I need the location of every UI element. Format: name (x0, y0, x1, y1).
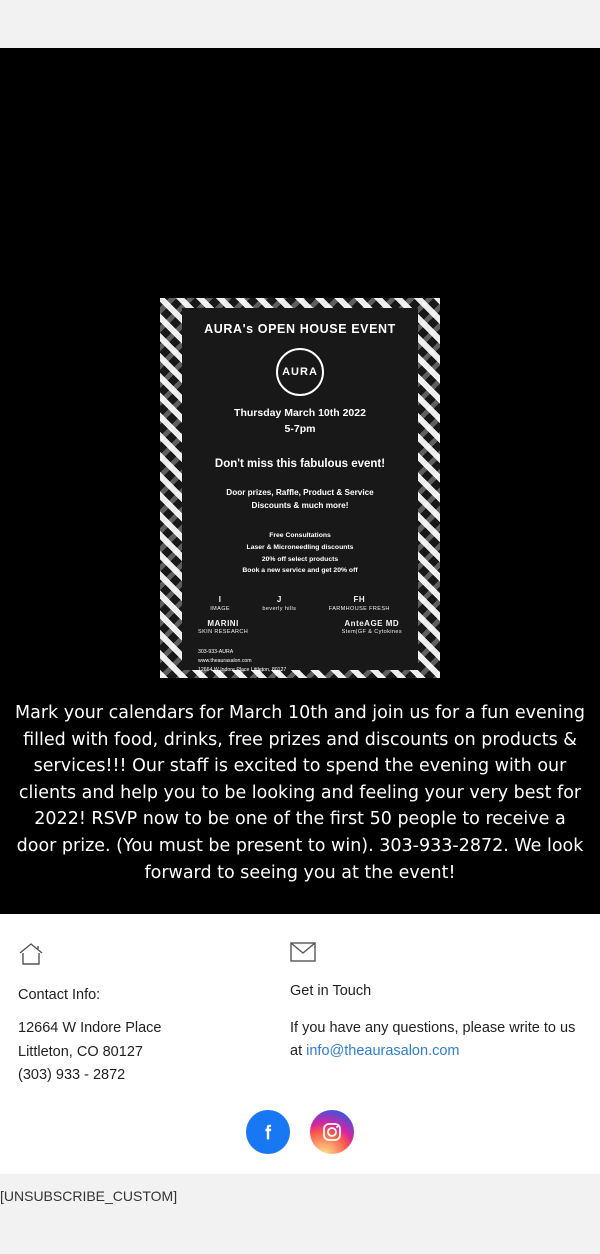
top-spacer (0, 0, 600, 48)
brand-sub: Stem|GF & Cytokines (341, 629, 402, 636)
address-line-2: Littleton, CO 80127 (18, 1043, 143, 1060)
brand-sub: IMAGE (210, 605, 230, 612)
brand-logo (198, 619, 248, 637)
brand-name: I (218, 595, 222, 605)
brand-name: MARINI (207, 618, 239, 628)
flyer-brand-row-1 (188, 595, 412, 613)
brand-sub: beverly hills (262, 605, 297, 612)
envelope-icon (290, 942, 582, 967)
brand-sub: FARMHOUSE FRESH (328, 605, 390, 612)
flyer-promo-list (188, 530, 412, 578)
flyer-offers (188, 486, 412, 512)
home-icon (18, 942, 272, 971)
hero-top-spacer (0, 48, 600, 298)
address-line-1: 12664 W Indore Place (18, 1020, 162, 1037)
brand-name: FH (353, 595, 366, 605)
flyer-date-line1: Thursday March 10th 2022 (234, 407, 366, 419)
flyer-date-line2: 5-7pm (284, 422, 316, 435)
footer-contact-column (0, 930, 290, 1087)
phone-number: (303) 933 - 2872 (18, 1067, 126, 1084)
flyer-container (0, 298, 600, 678)
get-in-touch-body (290, 1017, 582, 1063)
flyer-date (188, 406, 412, 438)
address-block (18, 1017, 272, 1087)
flyer-promo-item: 20% off select products (261, 555, 339, 563)
flyer-title: AURA's OPEN HOUSE EVENT (204, 322, 396, 336)
event-flyer-image (160, 298, 440, 678)
brand-name: AnteAGE MD (344, 618, 400, 628)
brand-sub: SKIN RESEARCH (198, 629, 249, 636)
flyer-contact-phone: 303-933-AURA (198, 649, 234, 656)
flyer-promo-item: Laser & Microneedling discounts (246, 543, 354, 551)
flyer-tagline: Don't miss this fabulous event! (214, 457, 386, 470)
flyer-contact-block (188, 648, 412, 675)
contact-info-label: Contact Info: (18, 987, 101, 1004)
footer-section (0, 914, 600, 1087)
brand-logo (342, 619, 402, 637)
aura-logo-icon (276, 348, 324, 396)
flyer-offers-line2: Discounts & much more! (251, 500, 349, 510)
social-links (0, 1088, 600, 1174)
flyer-brand-row-2 (188, 619, 412, 637)
get-in-touch-text: If you have any questions, please write to us at (290, 1020, 576, 1060)
unsubscribe-link[interactable]: [UNSUBSCRIBE_CUSTOM] (0, 1174, 600, 1214)
flyer-offers-line1: Door prizes, Raffle, Product & Service (226, 487, 374, 497)
flyer-content (182, 308, 418, 674)
flyer-promo-item: Book a new service and get 20% off (242, 567, 358, 575)
aura-logo-text: AURA (282, 366, 318, 378)
flyer-contact-website: www.theaurasalon.com (198, 658, 252, 665)
flyer-contact-address: 12664 W Indore Place Littleton, 80127 (198, 667, 287, 674)
hero-body-text: Mark your calendars for March 10th and join us for a fun evening filled with food, drinks, free prizes and discounts on products & services!!! Our staff is excited to spend the evening with our clients and help you to be looking and feeling your very best for 2022! RSVP now to be one of the first 50 people to receive a door prize. (You must be present to win). 303-933-2872. We look forward to seeing you at the event! (15, 703, 585, 883)
instagram-icon[interactable] (310, 1110, 354, 1154)
footer-getintouch-column (290, 930, 600, 1087)
brand-name: J (276, 595, 282, 605)
flyer-promo-item: Free Consultations (269, 531, 331, 539)
brand-logo (329, 595, 390, 613)
brand-logo (210, 595, 230, 613)
bottom-spacer (0, 1214, 600, 1254)
get-in-touch-title: Get in Touch (290, 983, 372, 1000)
brand-logo (262, 595, 296, 613)
hero-section (0, 48, 600, 914)
email-link[interactable]: info@theaurasalon.com (306, 1043, 460, 1060)
facebook-icon[interactable] (246, 1110, 290, 1154)
